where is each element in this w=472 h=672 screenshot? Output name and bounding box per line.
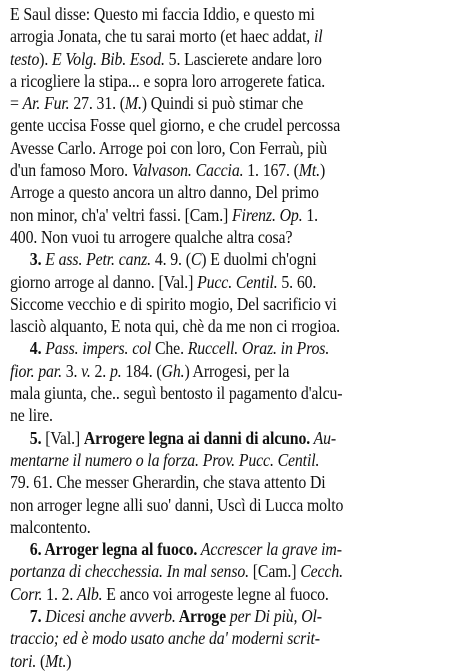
text-segment: per Di più, Ol- (225, 606, 322, 627)
text-segment: gente uccisa Fosse quel giorno, e che crudel percossa (10, 115, 341, 136)
text-line (10, 583, 460, 605)
text-line (10, 70, 460, 92)
text-segment: ) (66, 650, 72, 671)
text-segment: Alb. (77, 583, 103, 604)
text-line (10, 293, 460, 315)
text-segment: 5. Lascierete andare loro (164, 48, 322, 69)
text-segment: Au- (310, 427, 337, 448)
text-segment: Firenz. Op. (232, 204, 303, 225)
text-line (10, 92, 460, 114)
text-line (10, 404, 460, 426)
text-segment: Valvason. Caccia. (131, 160, 244, 181)
text-segment: 27. 31. ( (69, 93, 125, 114)
text-line (10, 337, 472, 359)
text-line (10, 494, 460, 516)
text-segment: ( (36, 650, 46, 671)
text-segment: p. (109, 360, 122, 381)
entry-text (10, 3, 462, 672)
text-segment: 5. (29, 427, 46, 448)
text-line (10, 271, 460, 293)
text-segment: d'un famoso Moro. (10, 160, 132, 181)
text-segment: Corr. (10, 583, 43, 604)
text-segment: giorno arroge al danno. [Val.] (10, 271, 198, 292)
text-line (10, 538, 472, 560)
text-segment: Dicesi anche avverb. (45, 606, 176, 627)
text-segment: Pucc. Centil. (197, 271, 278, 292)
text-segment: 184. ( (121, 360, 162, 381)
text-line (10, 114, 460, 136)
text-line (10, 382, 460, 404)
text-segment: v. (81, 360, 91, 381)
text-segment: Cecch. (300, 561, 343, 582)
text-segment: Arrogere legna ai danni di alcuno. (83, 427, 311, 448)
text-segment: mala giunta, che.. seguì bentosto il pagamento d'alcu- (10, 383, 343, 404)
text-line (10, 25, 460, 47)
text-segment: tori. (10, 650, 37, 671)
text-segment: 1. (302, 204, 318, 225)
text-segment: arrogia Jonata, che tu sarai morto (et haec addat, (10, 26, 314, 47)
text-segment: 3. (61, 360, 82, 381)
text-line (10, 3, 460, 25)
text-segment: 4. 9. ( (151, 249, 191, 270)
text-line (10, 159, 460, 181)
text-segment: Che. (151, 338, 188, 359)
text-segment: 6. (29, 539, 45, 560)
text-line (10, 248, 472, 270)
text-segment: ) E duolmi ch'ogni (201, 249, 317, 270)
text-segment: 7. (29, 606, 46, 627)
text-segment: Arroge a questo ancora un altro danno, Del primo (10, 182, 319, 203)
text-segment: Accrescer la grave im- (197, 539, 342, 560)
text-line (10, 48, 460, 70)
text-line (10, 650, 460, 672)
text-segment: Avesse Carlo. Arroge poi con loro, Con Ferraù, più (10, 137, 328, 158)
text-segment: E anco voi arrogeste legne al fuoco. (102, 583, 329, 604)
text-line (10, 204, 460, 226)
text-segment: Mt. (45, 650, 67, 671)
text-segment: = (10, 93, 23, 114)
text-segment: lasciò alquanto, E nota qui, chè da me non ci rrogioa. (10, 316, 340, 337)
text-segment: ) Arrogesi, per la (184, 360, 290, 381)
text-segment: Pass. impers. col (45, 338, 152, 359)
text-segment: 2. (90, 360, 110, 381)
text-line (10, 181, 460, 203)
text-line (10, 449, 460, 471)
text-segment: Arroge (175, 606, 226, 627)
text-segment: traccio; ed è modo usato anche da' moderni scrit- (10, 628, 320, 649)
text-line (10, 137, 460, 159)
text-segment: Siccome vecchio e di spirito mogio, Del sacrificio vi (10, 293, 337, 314)
text-segment: E ass. Petr. canz. (45, 249, 152, 270)
text-segment: fior. par. (10, 360, 62, 381)
text-segment: ) Quindi si può stimar che (141, 93, 304, 114)
text-segment: Ar. Fur. (22, 93, 70, 114)
text-segment: 3. (29, 249, 46, 270)
text-segment: M. (124, 93, 142, 114)
text-segment: ne lire. (10, 405, 53, 426)
text-line (10, 560, 460, 582)
text-segment: testo (10, 48, 40, 69)
text-segment: 79. 61. Che messer Gherardin, che stava attento Di (10, 472, 326, 493)
text-segment: Gh. (161, 360, 185, 381)
text-segment: Ruccell. Oraz. in Pros. (187, 338, 330, 359)
text-segment: 1. 2. (42, 583, 78, 604)
text-segment: 400. Non vuoi tu arrogere qualche altra cosa? (10, 226, 293, 247)
text-segment: 4. (29, 338, 46, 359)
text-line (10, 605, 472, 627)
text-segment: ). (39, 48, 53, 69)
text-segment: il (313, 26, 323, 47)
text-segment: mentarne il numero o la forza. Prov. Pucc. Centil. (10, 449, 320, 470)
text-segment: portanza di checchessia. In mal senso. (10, 561, 249, 582)
text-line (10, 471, 460, 493)
text-segment: ) (319, 160, 326, 181)
text-line (10, 427, 472, 449)
text-line (10, 360, 460, 382)
text-segment: a ricogliere la stipa... e sopra loro arrogerete fatica. (10, 70, 326, 91)
text-segment: [Val.] (45, 427, 84, 448)
text-line (10, 226, 460, 248)
text-segment: Mt. (298, 160, 320, 181)
text-line (10, 627, 460, 649)
text-segment: malcontento. (10, 516, 91, 537)
text-segment: E Saul disse: Questo mi faccia Iddio, e questo mi (10, 4, 315, 24)
text-segment: non arroger legne alli suo' danni, Uscì di Lucca molto (10, 494, 344, 515)
text-segment: non minor, ch'a' veltri fassi. [Cam.] (10, 204, 233, 225)
text-segment: E Volg. Bib. Esod. (52, 48, 165, 69)
text-line (10, 315, 460, 337)
text-segment: C (190, 249, 202, 270)
text-segment: [Cam.] (248, 561, 301, 582)
text-segment: 1. 167. ( (243, 160, 299, 181)
text-segment: 5. 60. (277, 271, 317, 292)
text-line (10, 516, 460, 538)
text-segment: Arroger legna al fuoco. (44, 539, 198, 560)
